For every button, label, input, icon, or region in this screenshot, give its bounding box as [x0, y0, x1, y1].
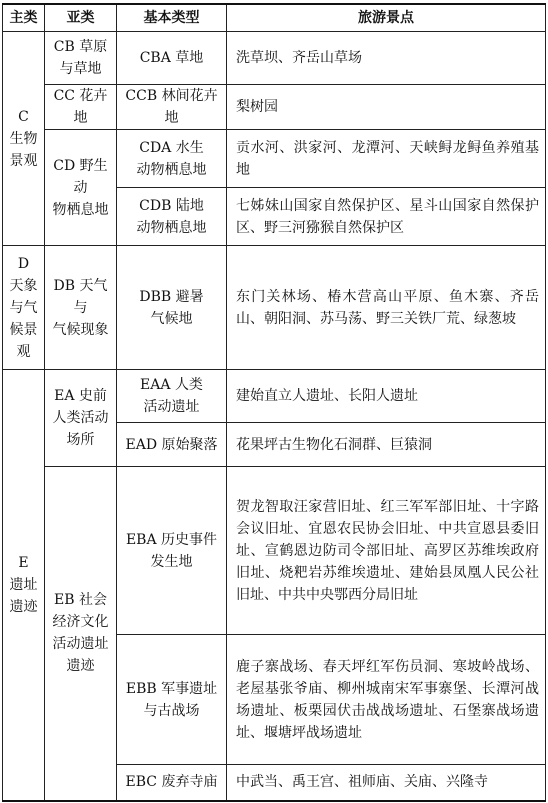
- table-row: [3, 85, 546, 130]
- tourist-spots-text: 花果坪古生物化石洞群、巨猿洞: [236, 436, 432, 453]
- tourism-classification-table: [2, 3, 546, 802]
- main-class-cell: [3, 246, 45, 370]
- sub-class-label: EA 史前 人类活动 场所: [52, 388, 109, 448]
- basic-type-label: CDB 陆地 动物栖息地: [136, 197, 207, 236]
- main-class-cell: [3, 370, 45, 801]
- basic-type-cell: [117, 246, 227, 370]
- sub-class-label: EB 社会 经济文化 活动遗址 遗迹: [52, 592, 109, 675]
- tourist-spots-text: 建始直立人遗址、长阳人遗址: [236, 388, 418, 404]
- header-main-class: 主类: [3, 4, 45, 32]
- table-row: [3, 370, 546, 423]
- tourist-spots-cell: [227, 188, 546, 246]
- tourist-spots-cell: [227, 765, 546, 801]
- basic-type-label: EBB 军事遗址 与古战场: [125, 680, 218, 719]
- sub-class-label: CD 野生动 物栖息地: [52, 157, 109, 218]
- sub-class-label: CB 草原 与草地: [53, 39, 108, 77]
- tourist-spots-text: 七姊妹山国家自然保护区、星斗山国家自然保护区、野三河猕猴自然保护区: [236, 197, 539, 236]
- basic-type-cell: [117, 423, 227, 467]
- main-class-label: E 遗址 遗迹: [9, 554, 38, 615]
- basic-type-cell: [117, 467, 227, 635]
- main-class-label: D 天象 与气 候景 观: [9, 255, 38, 360]
- tourist-spots-text: 贺龙智取汪家营旧址、红三军军部旧址、十字路会议旧址、宜恩农民协会旧址、中共宣恩县委旧址、宣鹤恩边防司令部旧址、高罗区苏维埃政府旧址、烧粑岩苏维埃遗址、建始县凤凰人民公社旧址、中共中央鄂西分局旧址: [236, 498, 539, 603]
- tourist-spots-text: 洗草坝、齐岳山草场: [236, 50, 362, 66]
- main-class-label: C 生物 景观: [9, 108, 38, 169]
- header-basic-type: 基本类型: [117, 4, 227, 32]
- tourist-spots-cell: [227, 467, 546, 635]
- tourist-spots-text: 贡水河、洪家河、龙潭河、天峡鲟龙鲟鱼养殖基地: [236, 139, 539, 178]
- basic-type-cell: [117, 32, 227, 85]
- tourist-spots-cell: [227, 423, 546, 467]
- basic-type-label: DBB 避暑 气候地: [139, 288, 204, 327]
- sub-class-cell: [45, 370, 117, 467]
- tourist-spots-text: 中武当、禹王宫、祖师庙、关庙、兴隆寺: [236, 774, 488, 791]
- sub-class-cell: [45, 246, 117, 370]
- sub-class-cell: [45, 130, 117, 246]
- basic-type-cell: [117, 370, 227, 423]
- basic-type-label: EBA 历史事件 发生地: [125, 531, 218, 570]
- table-row: [3, 32, 546, 85]
- tourist-spots-cell: [227, 32, 546, 85]
- table-row: [3, 467, 546, 635]
- basic-type-label: CBA 草地: [139, 50, 204, 66]
- tourist-spots-cell: [227, 130, 546, 188]
- table-row: [3, 246, 546, 370]
- basic-type-cell: [117, 635, 227, 765]
- basic-type-label: CDA 水生 动物栖息地: [136, 139, 207, 178]
- basic-type-cell: [117, 130, 227, 188]
- basic-type-cell: [117, 188, 227, 246]
- main-class-cell: [3, 32, 45, 246]
- basic-type-cell: [117, 765, 227, 801]
- sub-class-label: CC 花卉地: [53, 88, 108, 126]
- tourist-spots-cell: [227, 85, 546, 130]
- basic-type-label: CCB 林间花卉地: [125, 88, 218, 126]
- basic-type-label: EBC 废弃寺庙: [125, 774, 218, 791]
- tourist-spots-text: 东门关林场、椿木营高山平原、鱼木寨、齐岳山、朝阳洞、苏马荡、野三关铁厂荒、绿葱坡: [236, 288, 539, 327]
- tourist-spots-text: 鹿子寨战场、春天坪红军伤员洞、寒坡岭战场、老屋基张爷庙、柳州城南宋军事寨堡、长潭河战场遗址、板栗园伏击战战场遗址、石堡寨战场遗址、堰塘坪战场遗址: [236, 658, 539, 741]
- basic-type-label: EAD 原始聚落: [125, 436, 218, 453]
- sub-class-cell: [45, 467, 117, 801]
- sub-class-cell: [45, 32, 117, 85]
- header-tourist-spots: 旅游景点: [227, 4, 546, 32]
- tourist-spots-cell: [227, 635, 546, 765]
- tourist-spots-text: 梨树园: [236, 99, 278, 115]
- sub-class-cell: [45, 85, 117, 130]
- tourist-spots-cell: [227, 370, 546, 423]
- basic-type-label: EAA 人类 活动遗址: [140, 377, 203, 415]
- header-sub-class: 亚类: [45, 4, 117, 32]
- header-row: [3, 4, 546, 32]
- table-row: [3, 130, 546, 188]
- sub-class-label: DB 天气与 气候现象: [52, 277, 109, 338]
- tourist-spots-cell: [227, 246, 546, 370]
- basic-type-cell: [117, 85, 227, 130]
